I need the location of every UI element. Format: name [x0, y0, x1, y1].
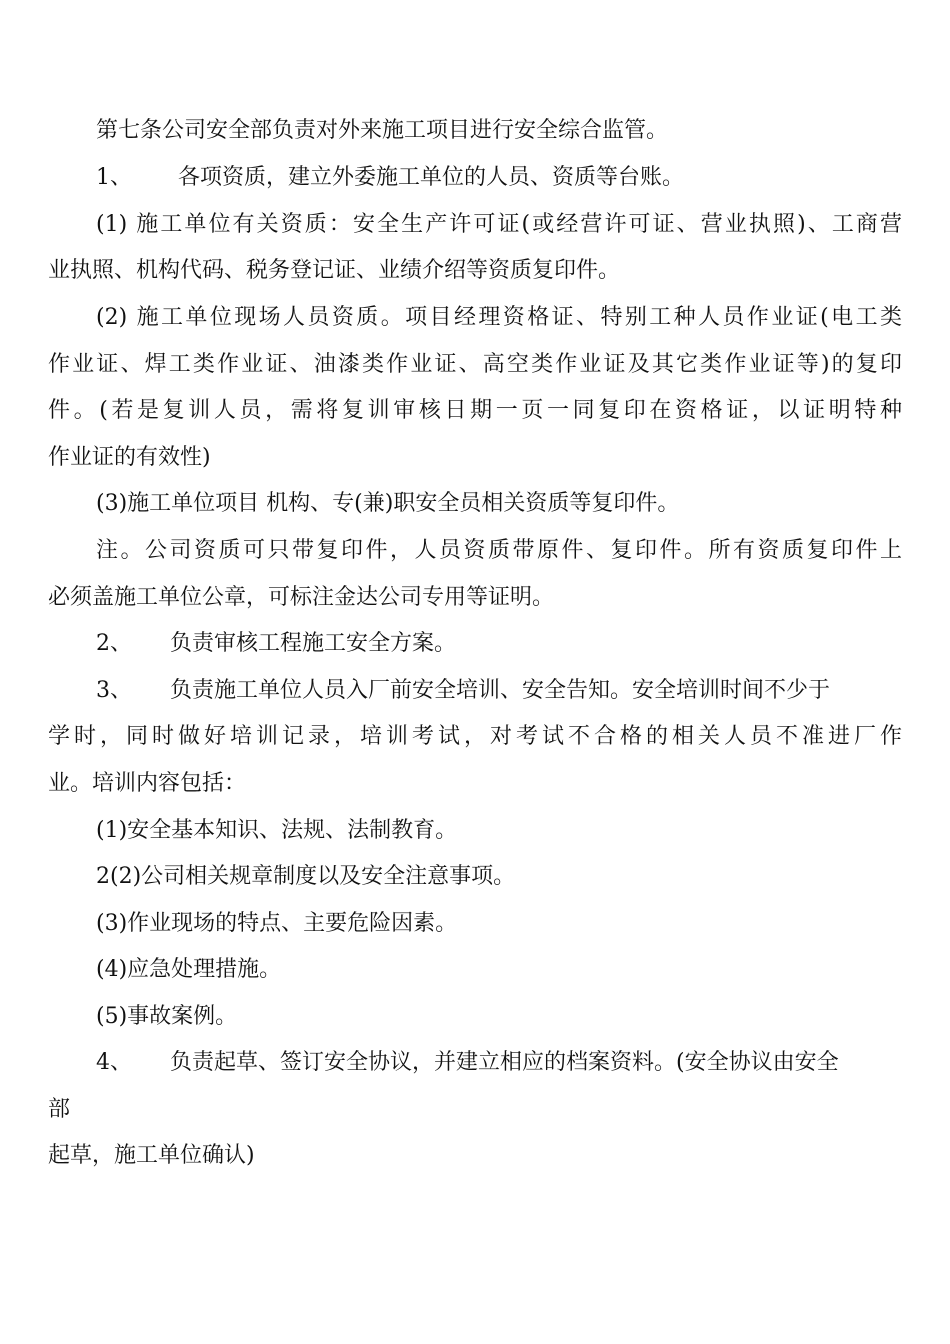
item-4-text: 负责起草、签订安全协议，并建立相应的档案资料。(安全协议由安全 — [170, 1050, 839, 1075]
sub-item-2-line-2: 作业证、焊工类作业证、油漆类作业证、高空类作业证及其它类作业证等)的复印 — [48, 352, 902, 377]
item-4-line-2: 部 — [48, 1097, 71, 1122]
training-item-5: (5)事故案例。 — [96, 1004, 238, 1029]
sub-item-2-line-3: 件。(若是复训人员，需将复训审核日期一页一同复印在资格证，以证明特种 — [48, 398, 902, 423]
sub-item-2-line-4: 作业证的有效性) — [48, 445, 211, 470]
item-3-text: 负责施工单位人员入厂前安全培训、安全告知。安全培训时间不少于 — [170, 678, 831, 703]
training-item-4: (4)应急处理措施。 — [96, 957, 282, 982]
sub-item-1-line-2: 业执照、机构代码、税务登记证、业绩介绍等资质复印件。 — [48, 258, 621, 283]
training-item-1: (1)安全基本知识、法规、法制教育。 — [96, 818, 458, 843]
item-4-number: 4、 — [96, 1050, 132, 1075]
training-item-3: (3)作业现场的特点、主要危险因素。 — [96, 911, 458, 936]
article-7-heading: 第七条公司安全部负责对外来施工项目进行安全综合监管。 — [96, 118, 669, 143]
sub-item-2-line-1: (2) 施工单位现场人员资质。项目经理资格证、特别工种人员作业证(电工类 — [96, 305, 902, 330]
note-line-2: 必须盖施工单位公章，可标注金达公司专用等证明。 — [48, 585, 555, 610]
item-2-line — [48, 631, 902, 657]
item-2-number: 2、 — [96, 631, 132, 656]
training-item-2: 2(2)公司相关规章制度以及安全注意事项。 — [96, 864, 516, 889]
item-2-text: 负责审核工程施工安全方案。 — [170, 631, 457, 656]
item-3-line-2: 学时，同时做好培训记录，培训考试，对考试不合格的相关人员不准进厂作 — [48, 724, 902, 749]
item-3-line-3: 业。培训内容包括： — [48, 771, 247, 796]
item-1-text: 各项资质，建立外委施工单位的人员、资质等台账。 — [178, 165, 685, 190]
item-1-line — [48, 165, 902, 191]
item-3-line-1 — [48, 678, 902, 704]
item-3-number: 3、 — [96, 678, 132, 703]
sub-item-3-line: (3)施工单位项目 机构、专(兼)职安全员相关资质等复印件。 — [96, 491, 680, 516]
item-1-number: 1、 — [96, 165, 132, 190]
item-4-line-3: 起草，施工单位确认) — [48, 1143, 255, 1168]
note-line-1: 注。公司资质可只带复印件，人员资质带原件、复印件。所有资质复印件上 — [96, 538, 902, 563]
sub-item-1-line-1: (1) 施工单位有关资质：安全生产许可证(或经营许可证、营业执照)、工商营 — [96, 212, 902, 237]
item-4-line-1 — [48, 1050, 902, 1076]
